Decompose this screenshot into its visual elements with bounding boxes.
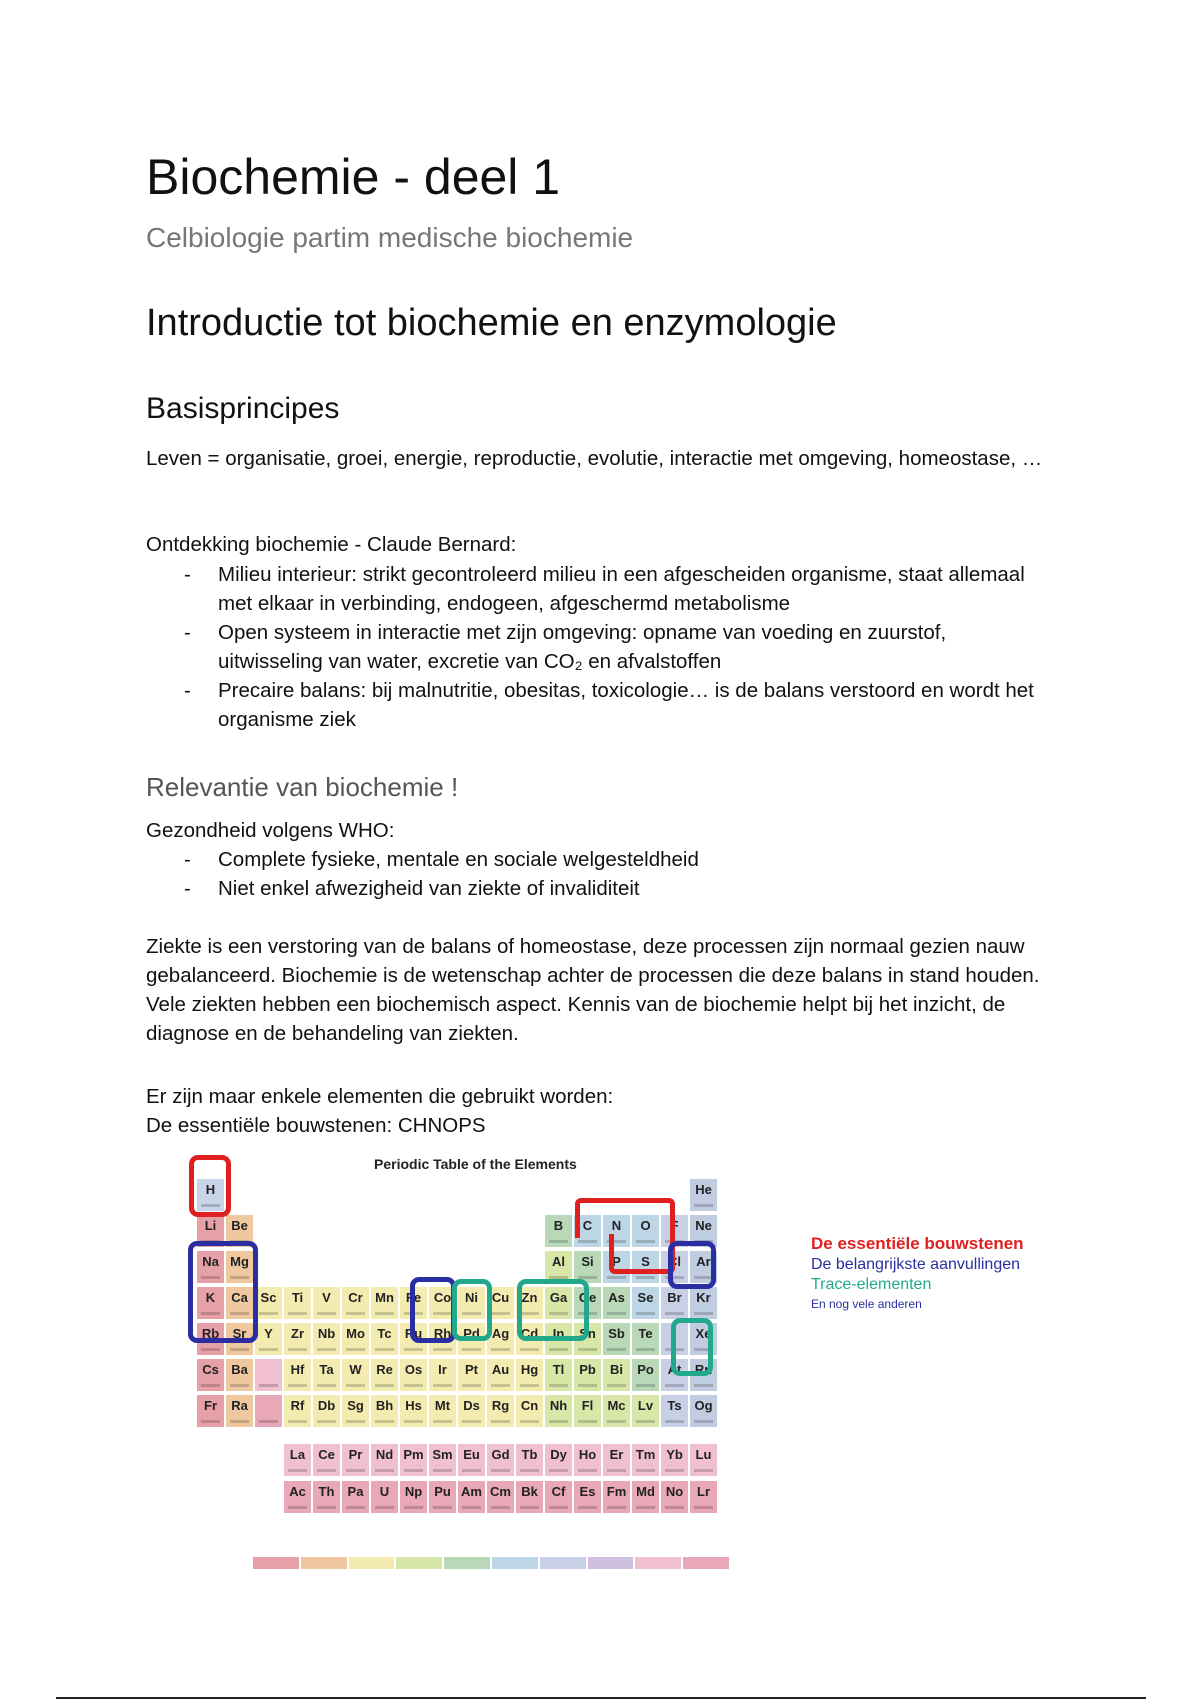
element-cell: Ti [283, 1286, 312, 1320]
element-cell: Es [573, 1480, 602, 1514]
element-cell: W [341, 1358, 370, 1392]
element-cell: O [631, 1214, 660, 1248]
element-cell: Pu [428, 1480, 457, 1514]
element-cell: Si [573, 1250, 602, 1284]
element-cell: B [544, 1214, 573, 1248]
element-cell: No [660, 1480, 689, 1514]
element-cell: Be [225, 1214, 254, 1248]
element-cell: Ag [486, 1322, 515, 1356]
chapter-heading: Introductie tot biochemie en enzymologie [146, 302, 837, 344]
element-cell: Ca [225, 1286, 254, 1320]
element-cell: Lv [631, 1394, 660, 1428]
elementen-line-2: De essentiële bouwstenen: CHNOPS [146, 1114, 486, 1137]
element-cell: V [312, 1286, 341, 1320]
element-cell: Mn [370, 1286, 399, 1320]
element-cell: Y [254, 1322, 283, 1356]
element-cell: Cd [515, 1322, 544, 1356]
element-cell: F [660, 1214, 689, 1248]
element-cell: Ts [660, 1394, 689, 1428]
document-title: Biochemie - deel 1 [146, 149, 561, 205]
element-cell: Mg [225, 1250, 254, 1284]
element-cell: Sn [573, 1322, 602, 1356]
list-item: - Complete fysieke, mentale en sociale welgesteldheid [146, 845, 1046, 874]
highlight-na-mg-k-ca [188, 1241, 258, 1343]
highlight-co [452, 1279, 492, 1341]
element-cell: Ho [573, 1443, 602, 1477]
element-cell: Sr [225, 1322, 254, 1356]
element-cell: Li [196, 1214, 225, 1248]
element-cell: U [370, 1480, 399, 1514]
list-item: - Open systeem in interactie met zijn omgeving: opname van voeding en zuurstof, uitwisseling van water, excretie van CO₂ en afvalstoffen [146, 618, 1046, 676]
element-cell: Bi [602, 1358, 631, 1392]
element-cell: He [689, 1178, 718, 1212]
element-cell: Cn [515, 1394, 544, 1428]
category-key-bar [252, 1556, 730, 1570]
element-cell: Xe [689, 1322, 718, 1356]
element-cell: Cu [486, 1286, 515, 1320]
element-cell: Sg [341, 1394, 370, 1428]
periodic-table-title: Periodic Table of the Elements [374, 1156, 577, 1172]
element-cell: Fm [602, 1480, 631, 1514]
element-cell: Bk [515, 1480, 544, 1514]
element-cell: K [196, 1286, 225, 1320]
element-cell: Eu [457, 1443, 486, 1477]
element-cell: Er [602, 1443, 631, 1477]
element-cell: Tc [370, 1322, 399, 1356]
element-cell: Lu [689, 1443, 718, 1477]
element-cell: Zn [515, 1286, 544, 1320]
bernard-list [146, 560, 1046, 734]
element-cell: Ra [225, 1394, 254, 1428]
element-cell: Pr [341, 1443, 370, 1477]
element-cell: Zr [283, 1322, 312, 1356]
legend-essential: De essentiële bouwstenen [811, 1234, 1024, 1253]
element-cell: As [602, 1286, 631, 1320]
element-cell: Bh [370, 1394, 399, 1428]
element-cell: Ga [544, 1286, 573, 1320]
highlight-fe [410, 1277, 456, 1343]
element-cell: Co [428, 1286, 457, 1320]
element-cell: Ds [457, 1394, 486, 1428]
element-cell: H [196, 1178, 225, 1212]
element-cell: Os [399, 1358, 428, 1392]
document-subtitle: Celbiologie partim medische biochemie [146, 222, 634, 253]
leven-paragraph: Leven = organisatie, groei, energie, reproductie, evolutie, interactie met omgeving, homeostase, … [146, 447, 1043, 470]
element-cell: Ni [457, 1286, 486, 1320]
element-cell: Kr [689, 1286, 718, 1320]
element-cell: Na [196, 1250, 225, 1284]
element-cell: At [660, 1358, 689, 1392]
element-cell: Cr [341, 1286, 370, 1320]
element-cell: Db [312, 1394, 341, 1428]
element-cell: Mt [428, 1394, 457, 1428]
legend-main-additions: De belangrijkste aanvullingen [811, 1256, 1021, 1273]
ziekte-paragraph: Ziekte is een verstoring van de balans of homeostase, deze processen zijn normaal gezien nauw gebalanceerd. Biochemie is de wetenschap achter de processen die deze balans in stand houden. Vele ziekten hebben een biochemisch aspect. Kennis van de biochemie helpt bij het inzicht, de diagnose en de behandeling van ziekten. [146, 935, 1040, 1045]
element-cell: Am [457, 1480, 486, 1514]
element-cell: Fr [196, 1394, 225, 1428]
ontdekking-paragraph: Ontdekking biochemie - Claude Bernard: [146, 533, 517, 556]
element-cell: Cs [196, 1358, 225, 1392]
element-cell: Tb [515, 1443, 544, 1477]
element-cell: Ne [689, 1214, 718, 1248]
highlight-cl [668, 1241, 716, 1289]
element-cell: Ta [312, 1358, 341, 1392]
element-cell: Cm [486, 1480, 515, 1514]
element-cell: Br [660, 1286, 689, 1320]
element-cell: Ar [689, 1250, 718, 1284]
element-cell: Rb [196, 1322, 225, 1356]
element-cell: Sb [602, 1322, 631, 1356]
element-cell: Fl [573, 1394, 602, 1428]
element-cell: Pa [341, 1480, 370, 1514]
element-cell: Ge [573, 1286, 602, 1320]
figure-legend [811, 1234, 1056, 1311]
elementen-line-1: Er zijn maar enkele elementen die gebruikt worden: [146, 1085, 614, 1108]
element-cell: Tm [631, 1443, 660, 1477]
element-cell: Rn [689, 1358, 718, 1392]
element-cell: Pm [399, 1443, 428, 1477]
page-bottom-rule [56, 1697, 1146, 1699]
element-cell: Pt [457, 1358, 486, 1392]
element-cell: Ce [312, 1443, 341, 1477]
element-cell: Hg [515, 1358, 544, 1392]
element-cell: Nb [312, 1322, 341, 1356]
element-cell: Mo [341, 1322, 370, 1356]
element-cell: Hs [399, 1394, 428, 1428]
element-cell: Np [399, 1480, 428, 1514]
element-cell: Lr [689, 1480, 718, 1514]
element-cell: Nd [370, 1443, 399, 1477]
element-cell: Cl [660, 1250, 689, 1284]
element-cell: Au [486, 1358, 515, 1392]
element-cell: La [283, 1443, 312, 1477]
element-cell: In [544, 1322, 573, 1356]
highlight-i [671, 1318, 713, 1376]
element-cell: Gd [486, 1443, 515, 1477]
element-cell: Pd [457, 1322, 486, 1356]
element-cell: Rg [486, 1394, 515, 1428]
element-cell [254, 1358, 283, 1392]
element-cell: Re [370, 1358, 399, 1392]
element-cell: Po [631, 1358, 660, 1392]
highlight-ps [609, 1234, 675, 1274]
element-cell: Rf [283, 1394, 312, 1428]
element-cell: Cf [544, 1480, 573, 1514]
element-cell: Yb [660, 1443, 689, 1477]
element-cell: Ba [225, 1358, 254, 1392]
element-cell: Th [312, 1480, 341, 1514]
element-cell: Sm [428, 1443, 457, 1477]
element-cell: Ir [428, 1358, 457, 1392]
element-cell: Dy [544, 1443, 573, 1477]
element-cell: S [631, 1250, 660, 1284]
highlight-cu-zn [517, 1279, 589, 1341]
legend-trace-elements: Trace-elementen [811, 1276, 932, 1293]
list-item: - Precaire balans: bij malnutritie, obesitas, toxicologie… is de balans verstoord en wordt het organisme ziek [146, 676, 1046, 734]
legend-others: En nog vele anderen [811, 1297, 922, 1311]
element-cell: Nh [544, 1394, 573, 1428]
element-cell: Md [631, 1480, 660, 1514]
section-heading-relevantie: Relevantie van biochemie ! [146, 772, 459, 802]
periodic-table-figure [146, 1148, 1056, 1588]
element-cell: Hf [283, 1358, 312, 1392]
element-cell: Sc [254, 1286, 283, 1320]
element-cell: Mc [602, 1394, 631, 1428]
element-cell: Tl [544, 1358, 573, 1392]
element-cell: P [602, 1250, 631, 1284]
element-cell: Fe [399, 1286, 428, 1320]
element-cell: Se [631, 1286, 660, 1320]
list-item: - Milieu interieur: strikt gecontroleerd milieu in een afgescheiden organisme, staat allemaal met elkaar in verbinding, endogeen, afgeschermd metabolisme [146, 560, 1046, 618]
who-intro: Gezondheid volgens WHO: [146, 819, 395, 842]
element-cell: C [573, 1214, 602, 1248]
element-cell: I [660, 1322, 689, 1356]
element-cell [254, 1394, 283, 1428]
element-cell: N [602, 1214, 631, 1248]
section-heading-basisprincipes: Basisprincipes [146, 392, 340, 425]
list-item: - Niet enkel afwezigheid van ziekte of invaliditeit [146, 874, 1046, 903]
who-list [146, 845, 1046, 903]
element-cell: Ru [399, 1322, 428, 1356]
element-cell: Og [689, 1394, 718, 1428]
highlight-cno [575, 1198, 675, 1238]
element-cell: Al [544, 1250, 573, 1284]
element-cell: Te [631, 1322, 660, 1356]
element-cell: Ac [283, 1480, 312, 1514]
element-cell: Rh [428, 1322, 457, 1356]
element-cell: Pb [573, 1358, 602, 1392]
highlight-h [189, 1155, 231, 1217]
